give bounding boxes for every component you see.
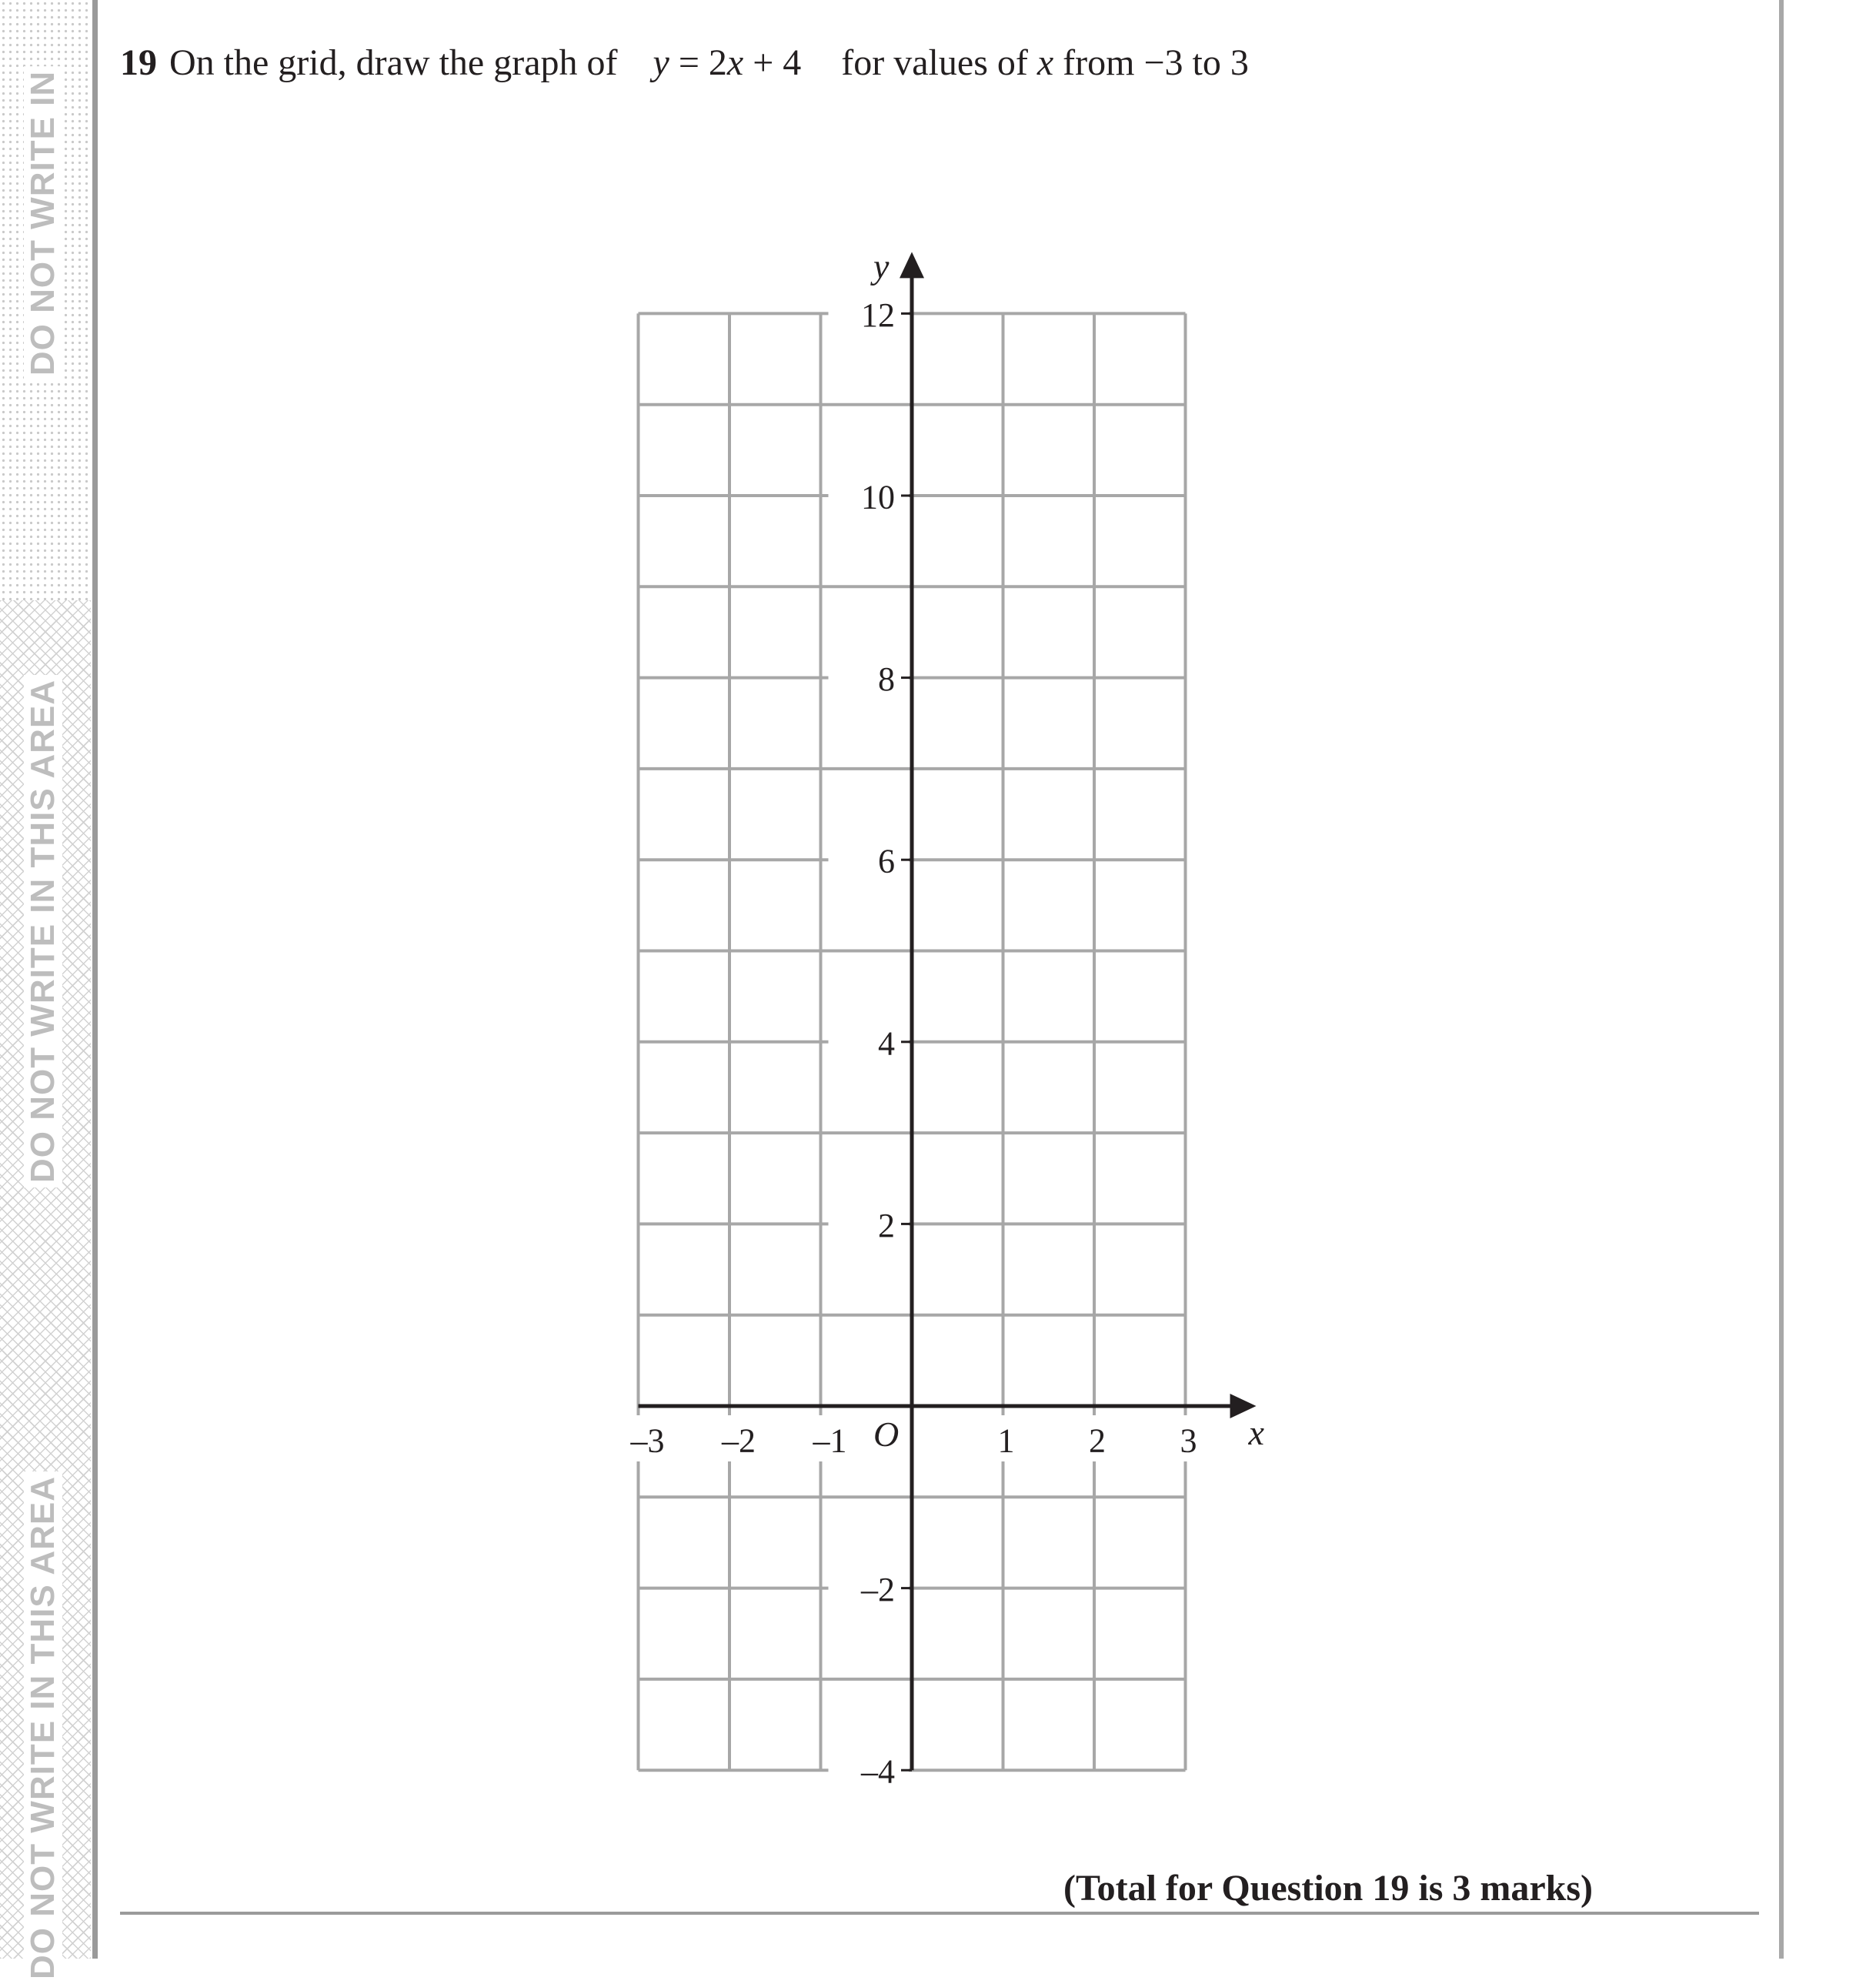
y-tick-label: 10 bbox=[861, 478, 895, 516]
origin-label: O bbox=[873, 1415, 900, 1454]
x-tick-label: 3 bbox=[1180, 1421, 1197, 1460]
equation-end: + 4 bbox=[743, 42, 802, 83]
x-tick-label: –3 bbox=[630, 1421, 665, 1460]
x-tick-label: 1 bbox=[997, 1421, 1015, 1460]
y-tick-label: 8 bbox=[878, 660, 895, 699]
x-axis-label: x bbox=[1248, 1413, 1264, 1452]
question-number: 19 bbox=[120, 42, 157, 83]
y-axis-label: y bbox=[873, 246, 890, 286]
y-tick-label: 12 bbox=[861, 296, 895, 334]
question-range-start: for values of bbox=[841, 42, 1037, 83]
equation-x: x bbox=[726, 42, 744, 83]
x-tick-label: –1 bbox=[813, 1421, 847, 1460]
question-total: (Total for Question 19 is 3 marks) bbox=[1063, 1868, 1594, 1909]
margin-warning-middle: DO NOT WRITE IN THIS AREA bbox=[24, 675, 62, 1187]
equation-middle: = 2 bbox=[669, 42, 727, 83]
y-tick-label: –2 bbox=[861, 1571, 895, 1609]
y-axis-arrow-icon bbox=[900, 252, 924, 278]
x-tick-label: –2 bbox=[722, 1421, 756, 1460]
y-tick-label: 6 bbox=[878, 842, 895, 880]
footer-rule bbox=[120, 1912, 1759, 1915]
y-tick-label: –4 bbox=[861, 1752, 895, 1791]
question-prompt: On the grid, draw the graph of bbox=[169, 42, 618, 83]
x-tick-label: 2 bbox=[1089, 1421, 1106, 1460]
equation-y: y bbox=[653, 42, 669, 83]
margin-warning-bottom: DO NOT WRITE IN THIS AREA bbox=[24, 1471, 62, 1984]
y-tick-label: 2 bbox=[878, 1206, 895, 1244]
margin-warning-top: DO NOT WRITE IN bbox=[24, 66, 62, 380]
y-tick-label: 4 bbox=[878, 1024, 895, 1063]
question-range-var: x bbox=[1036, 42, 1054, 83]
question-range-end: from −3 to 3 bbox=[1053, 42, 1249, 83]
